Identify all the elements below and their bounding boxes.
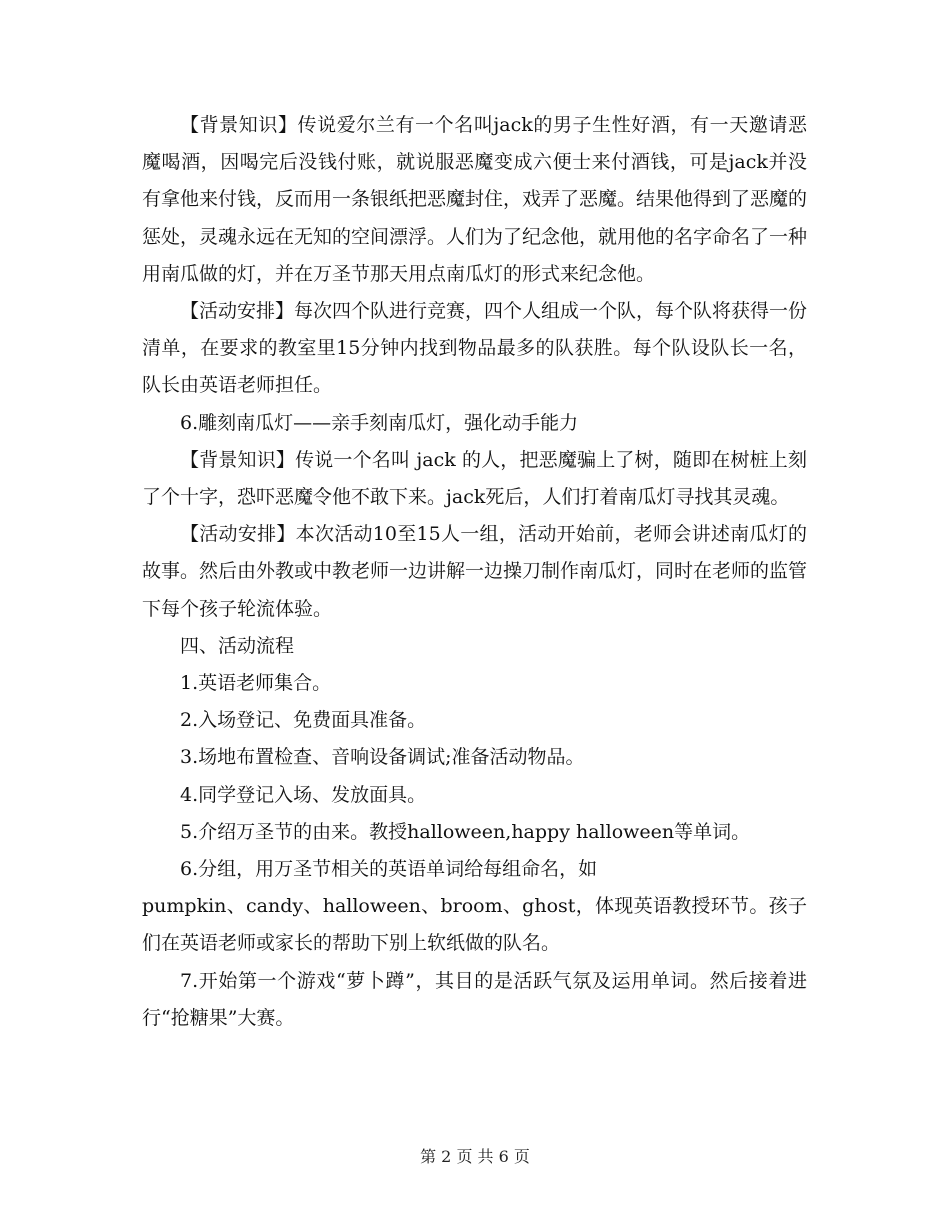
flow-step-6-continued: pumpkin、candy、halloween、broom、ghost，体现英语教授环节。孩子们在英语老师或家长的帮助下别上软纸做的队名。 xyxy=(142,895,807,955)
flow-step-7: 7.开始第一个游戏“萝卜蹲”，其目的是活跃气氛及运用单词。然后接着进行“抢糖果”大赛。 xyxy=(142,969,807,1029)
flow-step-3: 3.场地布置检查、音响设备调试;准备活动物品。 xyxy=(180,746,585,769)
background-paragraph-jack-tree: 【背景知识】传说一个名叫 jack 的人，把恶魔骗上了树，随即在树桩上刻了个十字，恐吓恶魔令他不敢下来。jack死后，人们打着南瓜灯寻找其灵魂。 xyxy=(142,448,807,509)
flow-step-5: 5.介绍万圣节的由来。教授halloween,happy halloween等单词。 xyxy=(180,820,751,843)
flow-step-1: 1.英语老师集合。 xyxy=(180,672,332,695)
activity-paragraph-team-hunt: 【活动安排】每次四个队进行竞赛，四个人组成一个队，每个队将获得一份清单，在要求的教室里15分钟内找到物品最多的队获胜。每个队设队长一名，队长由英语老师担任。 xyxy=(142,300,808,397)
flow-step-4: 4.同学登记入场、发放面具。 xyxy=(180,783,427,806)
activity-paragraph-carving: 【活动安排】本次活动10至15人一组，活动开始前，老师会讲述南瓜灯的故事。然后由外教或中教老师一边讲解一边操刀制作南瓜灯，同时在老师的监管下每个孩子轮流体验。 xyxy=(142,523,808,620)
section-heading-activity-flow: 四、活动流程 xyxy=(180,634,295,657)
document-body xyxy=(142,107,807,1037)
page-number-footer: 第 2 页 共 6 页 xyxy=(420,1147,530,1166)
section-item-pumpkin-carving: 6.雕刻南瓜灯——亲手刻南瓜灯，强化动手能力 xyxy=(180,411,579,434)
flow-step-6: 6.分组，用万圣节相关的英语单词给每组命名，如 xyxy=(180,858,598,881)
flow-step-2: 2.入场登记、免费面具准备。 xyxy=(180,709,427,732)
background-paragraph-jack-drink: 【背景知识】传说爱尔兰有一个名叫jack的男子生性好酒，有一天邀请恶魔喝酒，因喝完后没钱付账，就说服恶魔变成六便士来付酒钱，可是jack并没有拿他来付钱，反而用一条银纸把恶魔封住，戏弄了恶魔。结果他得到了恶魔的惩处，灵魂永远在无知的空间漂浮。人们为了纪念他，就用他的名字命名了一种用南瓜做的灯，并在万圣节那天用点南瓜灯的形式来纪念他。 xyxy=(142,114,808,285)
